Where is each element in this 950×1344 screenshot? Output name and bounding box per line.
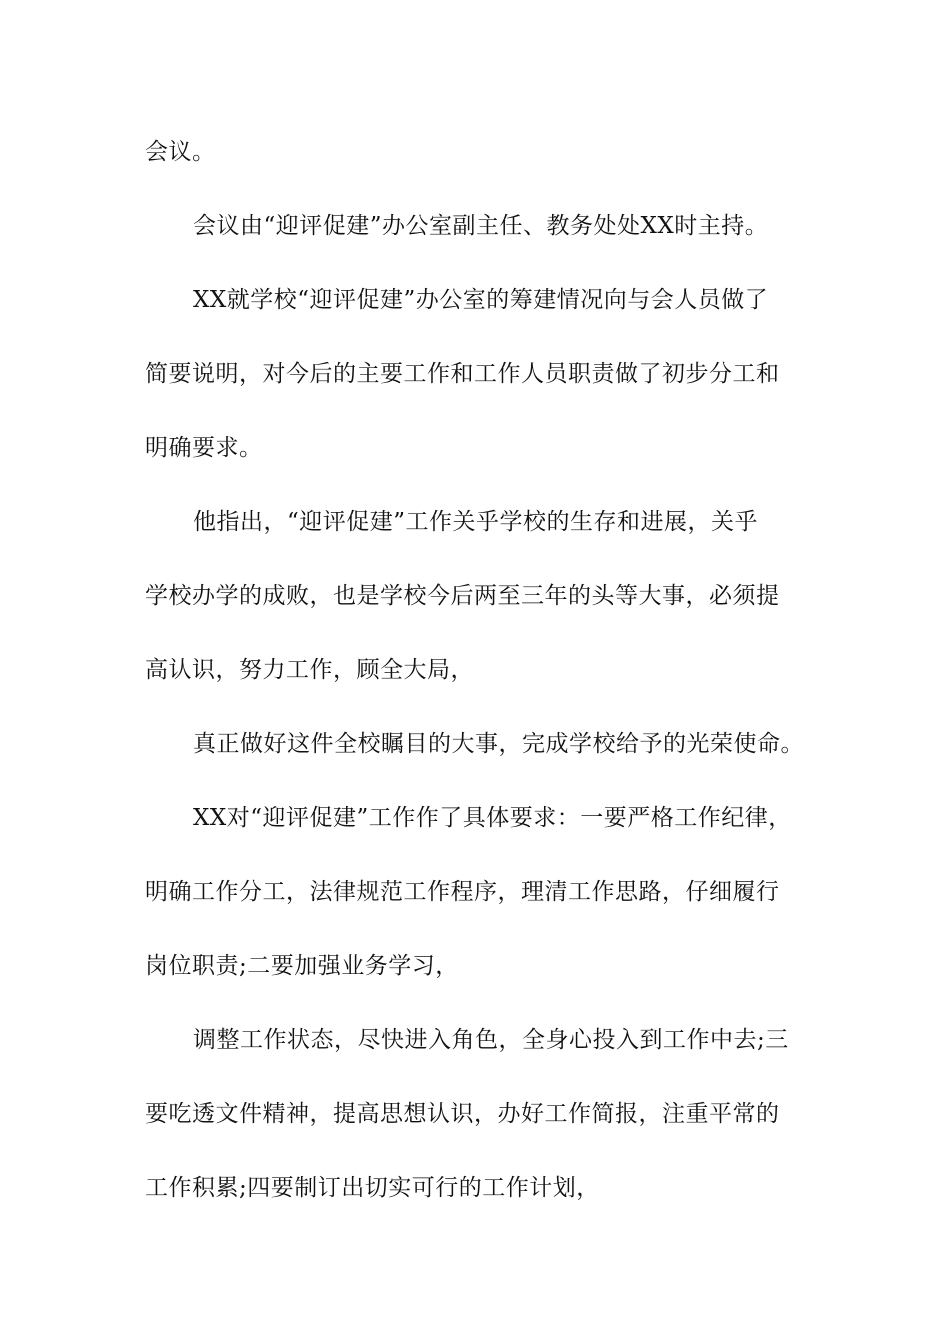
text-line: 明确工作分工，法律规范工作程序，理清工作思路，仔细履行 <box>145 879 780 905</box>
text-line: 简要说明，对今后的主要工作和工作人员职责做了初步分工和 <box>145 361 780 387</box>
text-line: 高认识，努力工作，顾全大局， <box>145 657 474 683</box>
text-line: 调整工作状态，尽快进入角色，全身心投入到工作中去;三 <box>193 1027 789 1053</box>
text-line: 会议。 <box>145 139 216 165</box>
text-line: 明确要求。 <box>145 435 263 461</box>
text-line: 他指出，“迎评促建”工作关乎学校的生存和进展，关乎 <box>193 509 759 535</box>
text-line: 岗位职责;二要加强业务学习， <box>145 953 459 979</box>
text-line: 要吃透文件精神，提高思想认识，办好工作简报，注重平常的 <box>145 1101 780 1127</box>
text-line: 学校办学的成败，也是学校今后两至三年的头等大事，必须提 <box>145 583 780 609</box>
text-line: 会议由“迎评促建”办公室副主任、教务处处XX时主持。 <box>193 213 769 239</box>
text-line: XX对“迎评促建”工作作了具体要求：一要严格工作纪律， <box>193 805 792 831</box>
text-line: 真正做好这件全校瞩目的大事，完成学校给予的光荣使命。 <box>193 731 804 757</box>
text-line: XX就学校“迎评促建”办公室的筹建情况向与会人员做了 <box>193 287 769 313</box>
text-line: 工作积累;四要制订出切实可行的工作计划， <box>145 1175 600 1201</box>
